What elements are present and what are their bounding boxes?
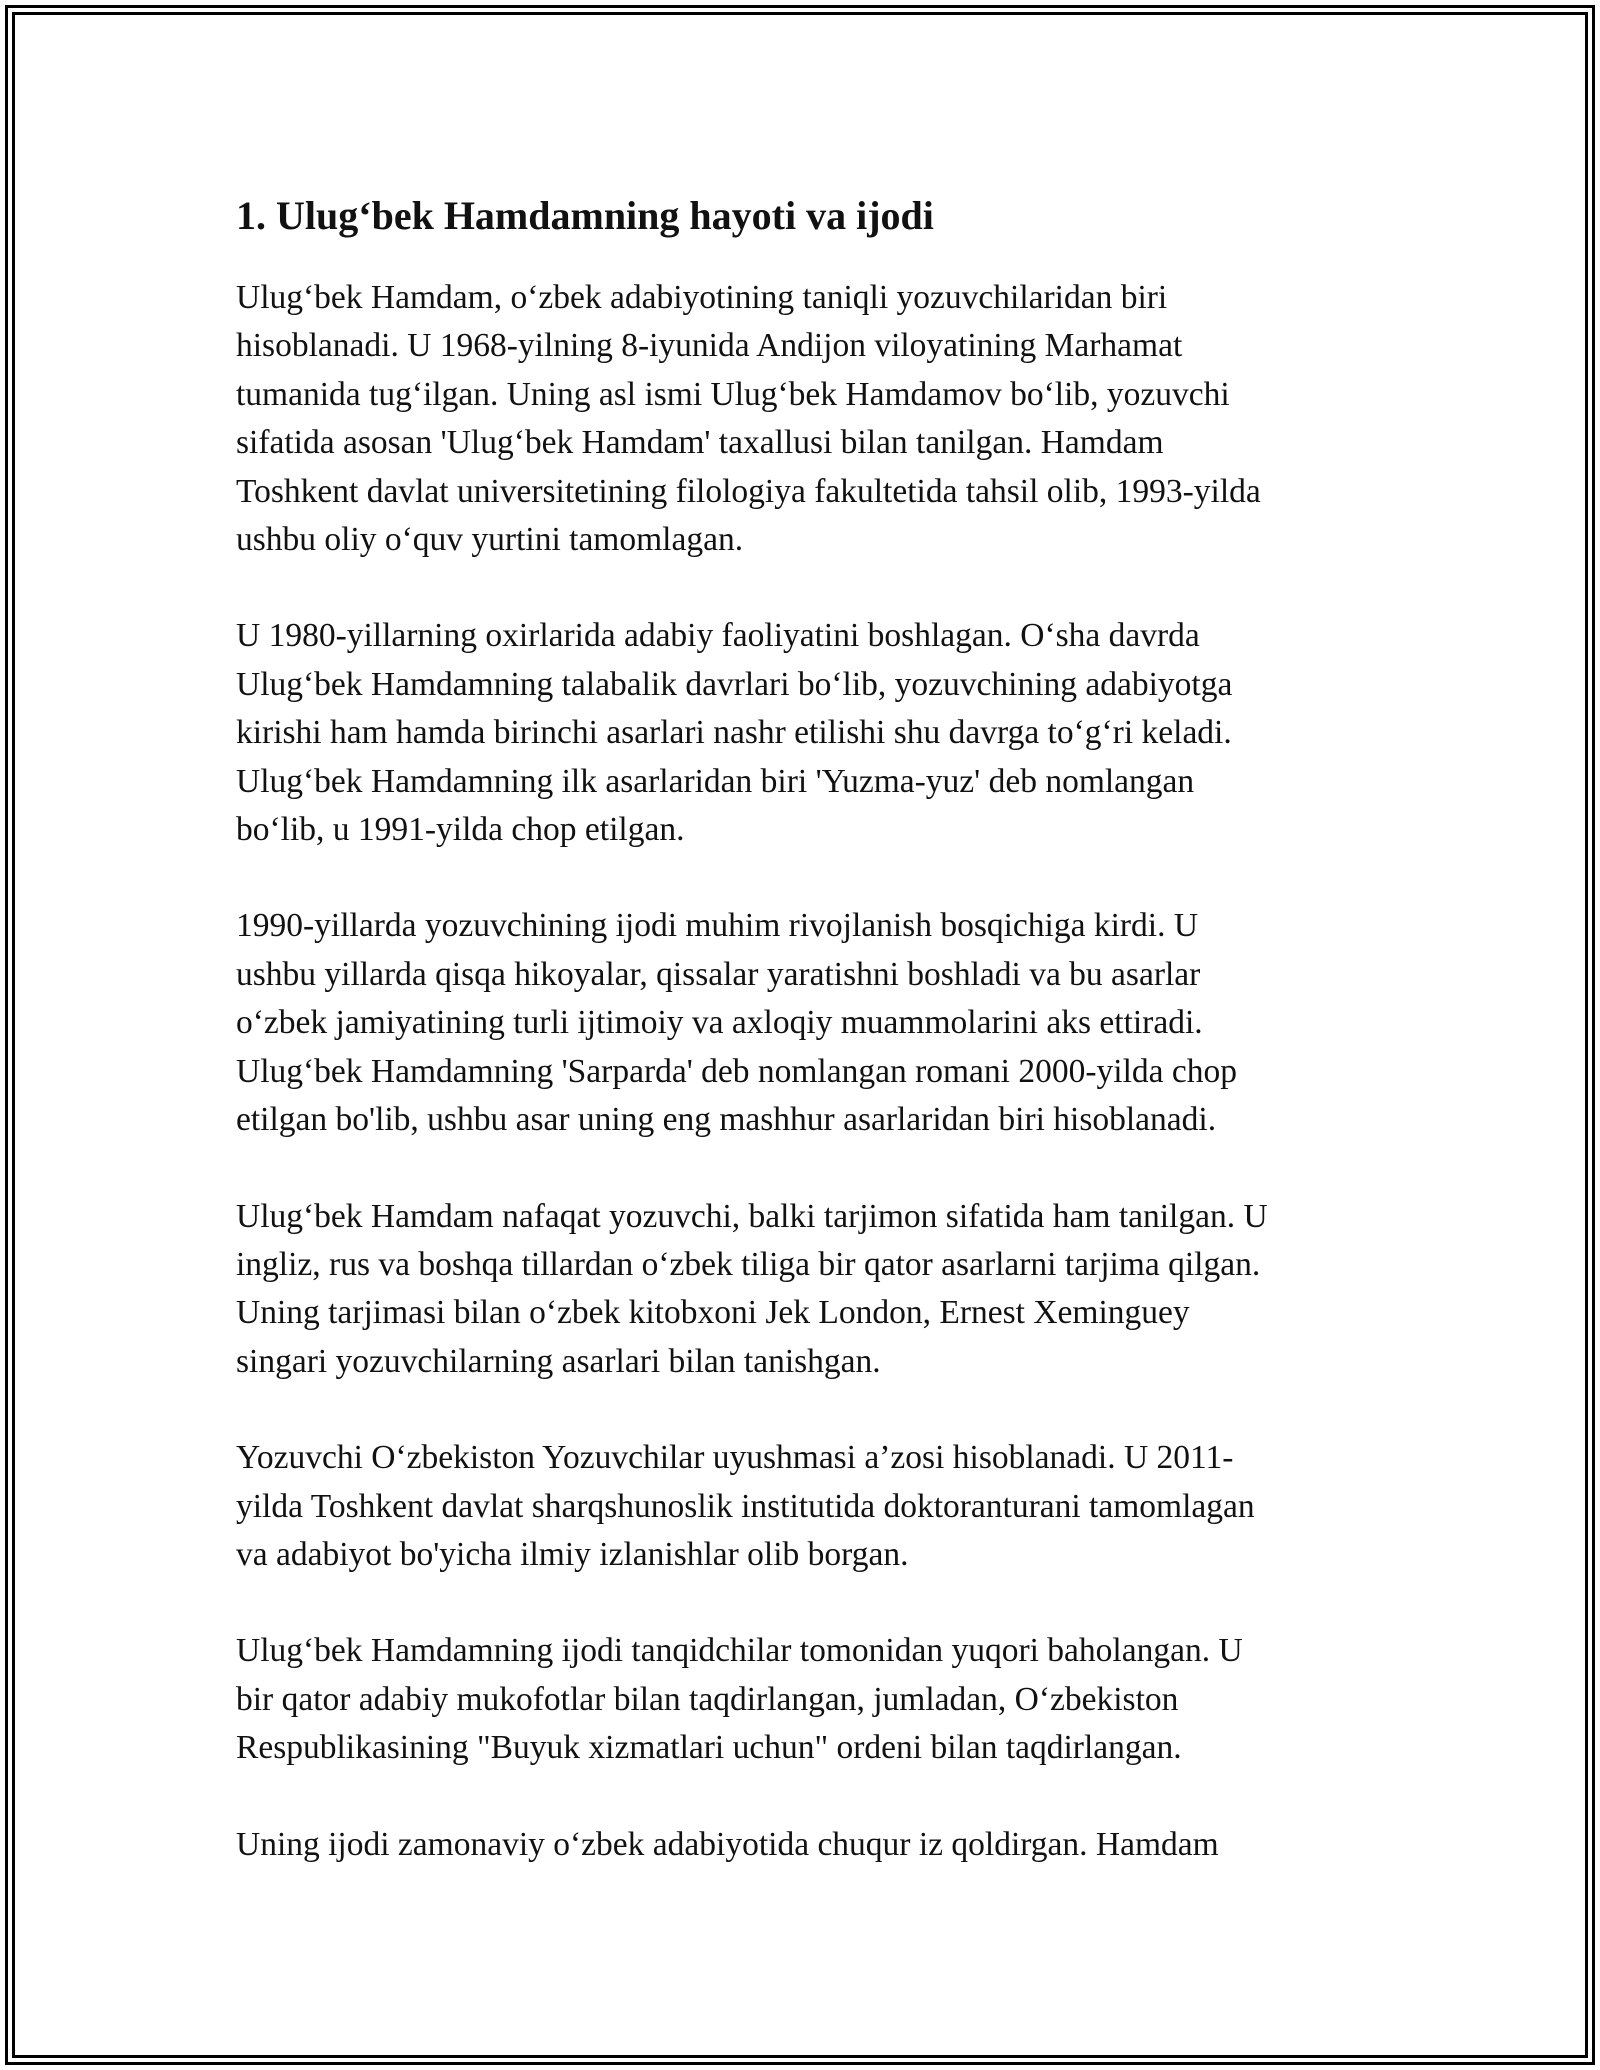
paragraph-line: Ulug‘bek Hamdamning ijodi tanqidchilar tomonidan yuqori baholangan. U [236, 1632, 1243, 1670]
paragraph [236, 1434, 1366, 1579]
paragraph-line: ingliz, rus va boshqa tillardan o‘zbek tiliga bir qator asarlarni tarjima qilgan. [236, 1245, 1261, 1283]
paragraph-line: Ulug‘bek Hamdam, o‘zbek adabiyotining taniqli yozuvchilaridan biri [236, 279, 1168, 316]
paragraph-line: yilda Toshkent davlat sharqshunoslik institutida doktoranturani tamomlagan [236, 1487, 1255, 1525]
paragraph [236, 274, 1366, 564]
paragraph [236, 1627, 1366, 1772]
paragraph-line: hisoblanadi. U 1968-yilning 8-iyunida Andijon viloyatining Marhamat [236, 327, 1183, 365]
paragraph-line: bo‘lib, u 1991-yilda chop etilgan. [236, 811, 685, 849]
paragraph-line: bir qator adabiy mukofotlar bilan taqdirlangan, jumladan, O‘zbekiston [236, 1680, 1179, 1718]
paragraph [236, 1193, 1366, 1387]
paragraph [236, 1821, 1366, 1869]
page-title: 1. Ulug‘bek Hamdamning hayoti va ijodi [236, 193, 934, 238]
paragraph-line: Ulug‘bek Hamdamning ilk asarlaridan biri 'Yuzma-yuz' deb nomlangan [236, 762, 1195, 800]
paragraph-list [236, 274, 1366, 1869]
paragraph-line: ushbu yillarda qisqa hikoyalar, qissalar yaratishni boshladi va bu asarlar [236, 955, 1201, 993]
paragraph-line: Uning ijodi zamonaviy o‘zbek adabiyotida chuqur iz qoldirgan. Hamdam [236, 1825, 1219, 1863]
paragraph-line: kirishi ham hamda birinchi asarlari nashr etilishi shu davrga to‘g‘ri keladi. [236, 714, 1232, 752]
paragraph-line: ushbu oliy o‘quv yurtini tamomlagan. [236, 521, 744, 559]
paragraph-line: singari yozuvchilarning asarlari bilan tanishgan. [236, 1342, 881, 1380]
paragraph-line: tumanida tug‘ilgan. Uning asl ismi Ulug‘bek Hamdamov bo‘lib, yozuvchi [236, 375, 1230, 413]
paragraph-line: Ulug‘bek Hamdamning talabalik davrlari bo‘lib, yozuvchining adabiyotga [236, 665, 1233, 703]
document-body [236, 180, 1366, 1869]
paragraph-line: Uning tarjimasi bilan o‘zbek kitobxoni Jek London, Ernest Xeminguey [236, 1294, 1190, 1332]
paragraph-line: etilgan bo'lib, ushbu asar uning eng mashhur asarlaridan biri hisoblanadi. [236, 1101, 1217, 1139]
paragraph-line: Yozuvchi O‘zbekiston Yozuvchilar uyushmasi a’zosi hisoblanadi. U 2011- [236, 1439, 1234, 1477]
paragraph-line: Respublikasining "Buyuk xizmatlari uchun" ordeni bilan taqdirlangan. [236, 1729, 1182, 1767]
paragraph-line: 1990-yillarda yozuvchining ijodi muhim rivojlanish bosqichiga kirdi. U [236, 907, 1199, 945]
paragraph-line: va adabiyot bo'yicha ilmiy izlanishlar olib borgan. [236, 1535, 909, 1573]
paragraph-line: Ulug‘bek Hamdam nafaqat yozuvchi, balki tarjimon sifatida ham tanilgan. U [236, 1197, 1268, 1235]
paragraph-line: sifatida asosan 'Ulug‘bek Hamdam' taxallusi bilan tanilgan. Hamdam [236, 424, 1164, 462]
paragraph [236, 612, 1366, 854]
paragraph-line: Toshkent davlat universitetining filologiya fakultetida tahsil olib, 1993-yilda [236, 472, 1261, 510]
paragraph [236, 902, 1366, 1144]
paragraph-line: Ulug‘bek Hamdamning 'Sarparda' deb nomlangan romani 2000-yilda chop [236, 1052, 1237, 1090]
paragraph-line: o‘zbek jamiyatining turli ijtimoiy va axloqiy muammolarini aks ettiradi. [236, 1004, 1203, 1042]
paragraph-line: U 1980-yillarning oxirlarida adabiy faoliyatini boshlagan. O‘sha davrda [236, 617, 1200, 655]
